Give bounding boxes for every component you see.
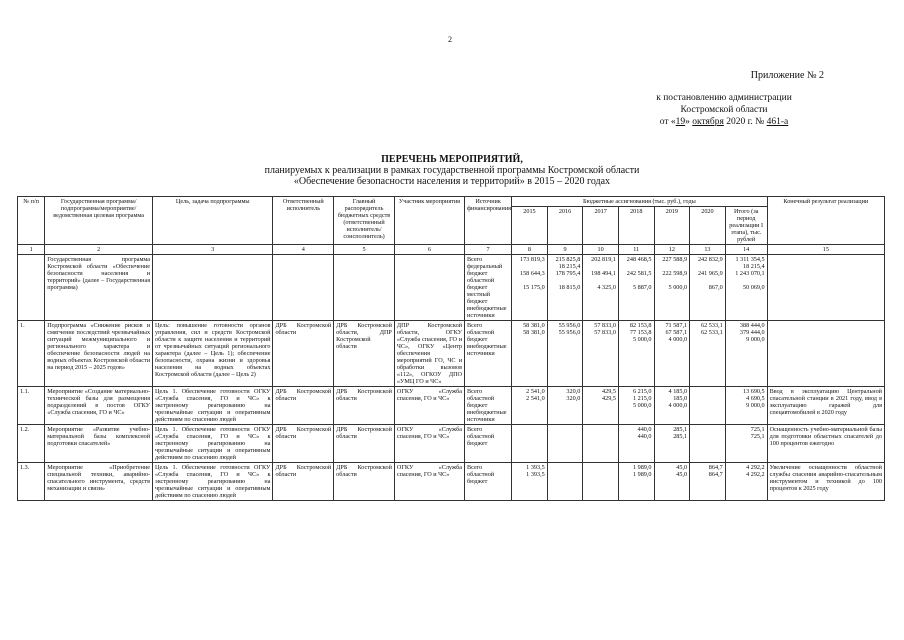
decree-number: 461-а [766, 117, 789, 127]
budget-value: 18 215,4 [742, 263, 765, 270]
budget-value: 285,1 [673, 426, 688, 433]
budget-value: 388 444,0 [739, 322, 765, 329]
budget-value [585, 336, 616, 343]
column-number: 5 [334, 245, 395, 255]
budget-value [550, 433, 581, 440]
budget-value: 1 311 354,5 [735, 256, 765, 263]
header-budget: Бюджетные ассигнования (тыс. руб.), годы [512, 197, 768, 207]
source-item: Всего [467, 464, 483, 471]
source-item: областной бюджет [467, 433, 495, 447]
budget-value [514, 426, 545, 433]
budget-value: 1 989,0 [632, 464, 652, 471]
budget-value: 440,0 [637, 426, 652, 433]
row-number [18, 255, 45, 321]
budget-value: 71 587,1 [665, 322, 688, 329]
budget-value [621, 277, 652, 284]
row-year-values [547, 255, 583, 321]
row-year-values [690, 321, 726, 387]
row-year-values [618, 321, 654, 387]
row-year-values [583, 255, 619, 321]
row-year-values [547, 321, 583, 387]
source-item: областной бюджет [467, 277, 495, 291]
budget-value: 13 690,5 [742, 388, 765, 395]
source-item: областной бюджет [467, 395, 495, 409]
row-result [767, 321, 884, 387]
budget-value [585, 263, 616, 270]
budget-value: 45,0 [676, 464, 688, 471]
row-year-values [583, 425, 619, 463]
budget-value [692, 433, 723, 440]
row-program: Подпрограмма «Снижение рисков и смягчение последствий чрезвычайных ситуаций межмуниципального и регионального характера и обеспечение безопасности людей на водных объектах Костромской области на период 2015 – 2025 годов» [45, 321, 153, 387]
row-program: Мероприятие «Приобретение специальной техники, аварийно-спасательного инструмента, средств механизации и связи» [45, 463, 153, 501]
header-source: Источник финансирования [465, 197, 512, 245]
budget-value: 57 833,0 [594, 329, 616, 336]
title-line-2: планируемых к реализации в рамках государственной программы Костромской области [264, 165, 640, 176]
source-item: областной бюджет [467, 329, 495, 343]
row-total [725, 255, 767, 321]
source-item: внебюджетные источники [467, 343, 507, 357]
row-result: Увеличение оснащенности областной службы спасения аварийно-спасательным инструментом и техникой до 100 процентов к 2025 году [767, 463, 884, 501]
budget-value: 4 690,5 [746, 395, 765, 402]
table-row [18, 321, 885, 387]
row-executor [273, 255, 334, 321]
row-goal: Цель 1. Обеспечение готовности ОГКУ «Служба спасения, ГО и ЧС» к экстренному реагированию на чрезвычайные ситуации и оперативным действиям по спасению людей [153, 425, 273, 463]
row-sources [465, 255, 512, 321]
budget-value: 215 825,8 [555, 256, 581, 263]
budget-value: 227 588,9 [662, 256, 688, 263]
row-participant [394, 255, 464, 321]
row-executor: ДРБ Костромской области [273, 425, 334, 463]
budget-value: 45,0 [676, 471, 688, 478]
source-item: Всего [467, 322, 483, 329]
decree-line-2: Костромской области [680, 105, 768, 115]
header-year: 2017 [583, 207, 619, 245]
row-year-values [583, 463, 619, 501]
row-participant: ОГКУ «Служба спасения, ГО и ЧС» [394, 425, 464, 463]
budget-value [550, 277, 581, 284]
budget-value: 62 533,1 [701, 329, 723, 336]
budget-value: 4 000,0 [668, 402, 688, 409]
row-year-values [583, 387, 619, 425]
source-item: Всего [467, 426, 483, 433]
row-year-values [690, 387, 726, 425]
row-executor: ДРБ Костромской области [273, 321, 334, 387]
row-year-values [512, 463, 548, 501]
row-total [725, 321, 767, 387]
budget-value [692, 277, 723, 284]
row-sources [465, 425, 512, 463]
budget-value: 67 587,1 [665, 329, 688, 336]
row-program: Государственная программа Костромской области «Обеспечение безопасности населения и территорий» (далее – Государственная программа) [45, 255, 153, 321]
budget-value: 55 956,0 [558, 322, 581, 329]
measures-table [17, 196, 885, 501]
row-manager: ДРБ Костромской области [334, 463, 395, 501]
source-item: местный бюджет [467, 291, 491, 305]
row-goal: Цель 1. Обеспечение готовности ОГКУ «Служба спасения, ГО и ЧС» к экстренному реагированию на чрезвычайные ситуации и оперативным действиям по спасению людей [153, 463, 273, 501]
row-year-values [690, 463, 726, 501]
budget-value: 5 000,0 [632, 402, 652, 409]
appendix-title: Приложение № 2 [750, 70, 824, 81]
budget-value [692, 263, 723, 270]
decree-line-1: к постановлению администрации [656, 93, 792, 103]
decree-date: от «19» октября 2020 г. № 461-а [659, 117, 789, 127]
column-number: 9 [547, 245, 583, 255]
page-number: 2 [448, 35, 452, 44]
header-num: № п/п [18, 197, 45, 245]
budget-value: 2 541,0 [526, 395, 545, 402]
budget-value [692, 336, 723, 343]
column-number: 4 [273, 245, 334, 255]
header-year: 2019 [654, 207, 690, 245]
budget-value [585, 402, 616, 409]
row-executor: ДРБ Костромской области [273, 387, 334, 425]
row-year-values [547, 425, 583, 463]
budget-value [514, 336, 545, 343]
header-manager: Главный распорядитель бюджетных средств (ответственный исполнитель/ соисполнитель) [334, 197, 395, 245]
source-item: федеральный бюджет [467, 263, 503, 277]
row-year-values [654, 255, 690, 321]
budget-value: 1 989,0 [632, 471, 652, 478]
budget-value [585, 471, 616, 478]
budget-value: 4 292,2 [746, 464, 765, 471]
budget-value: 379 444,0 [739, 329, 765, 336]
budget-value: 864,7 [708, 471, 723, 478]
row-result: Ввод в эксплуатацию Центральной спасательной станции в 2021 году, ввод в эксплуатацию гаражей для спецавтомобилей в 2020 году [767, 387, 884, 425]
budget-value [550, 336, 581, 343]
header-year: 2020 [690, 207, 726, 245]
budget-value [514, 402, 545, 409]
row-total [725, 425, 767, 463]
budget-value: 4 185,0 [668, 388, 688, 395]
row-goal: Цель 1. Обеспечение готовности ОГКУ «Служба спасения, ГО и ЧС» к экстренному реагированию на чрезвычайные ситуации и оперативным действиям по спасению людей [153, 387, 273, 425]
row-number: 1.1. [18, 387, 45, 425]
budget-value [514, 433, 545, 440]
row-sources [465, 463, 512, 501]
budget-value [514, 263, 545, 270]
budget-value [692, 388, 723, 395]
budget-value [657, 263, 688, 270]
row-goal: Цель: повышение готовности органов управления, сил и средств Костромской области к защите населения и территорий от чрезвычайных ситуаций регионального характера (далее – Цель 1); обеспечение безопасности, охрана жизни и здоровья населения на водных объектах Костромской области (далее – Цель 2) [153, 321, 273, 387]
budget-value [585, 433, 616, 440]
budget-value: 1 393,5 [526, 471, 545, 478]
budget-value: 198 494,1 [591, 270, 616, 277]
row-year-values [618, 387, 654, 425]
decree-month: октября [692, 117, 724, 127]
column-number: 1 [18, 245, 45, 255]
header-program: Государственная программа/ подпрограмма/мероприятие/ ведомственная целевая программа [45, 197, 153, 245]
budget-value: 242 832,9 [697, 256, 723, 263]
budget-value: 4 292,2 [746, 471, 765, 478]
column-number: 13 [690, 245, 726, 255]
budget-value [692, 395, 723, 402]
row-sources [465, 321, 512, 387]
source-item: внебюджетные источники [467, 409, 507, 423]
header-goal: Цель, задача подпрограммы [153, 197, 273, 245]
source-item: Всего [467, 256, 483, 263]
budget-value [692, 426, 723, 433]
budget-value: 429,5 [602, 388, 616, 395]
budget-value: 173 819,3 [519, 256, 545, 263]
budget-value [728, 277, 765, 284]
budget-value: 9 000,0 [746, 336, 765, 343]
decree-reference [624, 92, 824, 128]
row-year-values [654, 463, 690, 501]
budget-value [514, 277, 545, 284]
header-executor: Ответственный исполнитель [273, 197, 334, 245]
budget-value [550, 464, 581, 471]
budget-value: 242 581,5 [626, 270, 652, 277]
column-number: 12 [654, 245, 690, 255]
budget-value: 15 175,0 [523, 284, 545, 291]
budget-value: 1 393,5 [526, 464, 545, 471]
header-total: Итого (за период реализации I этапа), тыс. рублей [725, 207, 767, 245]
budget-value: 50 069,0 [742, 284, 765, 291]
budget-value: 440,0 [637, 433, 652, 440]
budget-value: 57 833,0 [594, 322, 616, 329]
row-year-values [690, 255, 726, 321]
header-participant: Участник мероприятия [394, 197, 464, 245]
header-result: Конечный результат реализации [767, 197, 884, 245]
column-number: 11 [618, 245, 654, 255]
row-manager: ДРБ Костромской области [334, 387, 395, 425]
budget-value: 320,0 [566, 388, 581, 395]
budget-value: 285,1 [673, 433, 688, 440]
budget-value: 1 243 070,1 [735, 270, 765, 277]
budget-value: 58 381,0 [523, 329, 545, 336]
budget-value: 6 215,0 [632, 388, 652, 395]
budget-value: 725,1 [750, 433, 765, 440]
row-year-values [512, 255, 548, 321]
column-number: 3 [153, 245, 273, 255]
budget-value: 55 956,0 [558, 329, 581, 336]
column-number: 8 [512, 245, 548, 255]
row-result: Оснащенность учебно-материальной базы для подготовки областных спасателей до 100 процентов ежегодно [767, 425, 884, 463]
budget-value: 248 468,5 [626, 256, 652, 263]
row-program: Мероприятие «Создание материально-технической базы для размещения подразделений в постов ОГКУ «Служба спасения, ГО и ЧС» [45, 387, 153, 425]
row-year-values [618, 255, 654, 321]
budget-value: 4 325,0 [597, 284, 616, 291]
row-year-values [618, 463, 654, 501]
budget-value [585, 426, 616, 433]
row-total [725, 463, 767, 501]
row-number: 1.2. [18, 425, 45, 463]
column-number: 10 [583, 245, 619, 255]
budget-value [621, 263, 652, 270]
table-row [18, 387, 885, 425]
row-year-values [512, 387, 548, 425]
budget-value: 18 815,0 [558, 284, 581, 291]
column-number: 15 [767, 245, 884, 255]
column-number: 2 [45, 245, 153, 255]
budget-value: 9 000,0 [746, 402, 765, 409]
source-item: Всего [467, 388, 483, 395]
budget-value: 58 381,0 [523, 322, 545, 329]
budget-value [657, 277, 688, 284]
budget-value [550, 402, 581, 409]
row-year-values [654, 321, 690, 387]
row-year-values [512, 425, 548, 463]
source-item: областной бюджет [467, 471, 495, 485]
row-number: 1.3. [18, 463, 45, 501]
budget-value [550, 426, 581, 433]
budget-value: 5 887,0 [632, 284, 652, 291]
row-manager: ДРБ Костромской области [334, 425, 395, 463]
row-total [725, 387, 767, 425]
budget-value [585, 464, 616, 471]
row-result [767, 255, 884, 321]
document-title [0, 154, 904, 187]
row-year-values [654, 387, 690, 425]
row-goal [153, 255, 273, 321]
title-line-3: «Обеспечение безопасности населения и территорий» в 2015 – 2020 годах [293, 176, 611, 187]
header-year: 2016 [547, 207, 583, 245]
budget-value: 241 965,9 [697, 270, 723, 277]
row-year-values [654, 425, 690, 463]
row-year-values [547, 463, 583, 501]
budget-value: 1 215,0 [632, 395, 652, 402]
budget-value: 18 215,4 [558, 263, 581, 270]
budget-value: 77 153,8 [629, 329, 652, 336]
title-line-1: ПЕРЕЧЕНЬ МЕРОПРИЯТИЙ, [381, 154, 523, 165]
row-program: Мероприятие «Развитие учебно-материальной базы комплексной подготовки спасателей» [45, 425, 153, 463]
budget-value: 202 819,1 [591, 256, 616, 263]
row-number: 1. [18, 321, 45, 387]
budget-value: 62 533,1 [701, 322, 723, 329]
budget-value: 867,0 [708, 284, 723, 291]
source-item: внебюджетные источники [467, 305, 507, 319]
budget-value [585, 277, 616, 284]
budget-value: 725,1 [750, 426, 765, 433]
budget-value: 4 000,0 [668, 336, 688, 343]
row-year-values [547, 387, 583, 425]
row-participant: ДПР Костромской области, ОГКУ «Служба спасения, ГО и ЧС», ОГКУ «Центр обеспечения мероприятий ГО, ЧС и обработки вызовов «112», ОГКОУ ДПО «УМЦ ГО и ЧС» [394, 321, 464, 387]
table-row [18, 463, 885, 501]
row-year-values [618, 425, 654, 463]
header-year: 2015 [512, 207, 548, 245]
column-number: 6 [394, 245, 464, 255]
row-year-values [690, 425, 726, 463]
row-manager: ДРБ Костромской области, ДПР Костромской области [334, 321, 395, 387]
row-executor: ДРБ Костромской области [273, 463, 334, 501]
column-number: 7 [465, 245, 512, 255]
budget-value: 429,5 [602, 395, 616, 402]
decree-day: 19 [675, 117, 686, 127]
row-year-values [512, 321, 548, 387]
table-row [18, 425, 885, 463]
budget-value: 222 598,9 [662, 270, 688, 277]
budget-value: 5 000,0 [632, 336, 652, 343]
budget-value: 5 000,0 [668, 284, 688, 291]
row-participant: ОГКУ «Служба спасения, ГО и ЧС» [394, 463, 464, 501]
budget-value: 2 541,0 [526, 388, 545, 395]
budget-value: 320,0 [566, 395, 581, 402]
budget-value [550, 471, 581, 478]
row-manager [334, 255, 395, 321]
column-number: 14 [725, 245, 767, 255]
budget-value [692, 402, 723, 409]
table-row [18, 255, 885, 321]
row-sources [465, 387, 512, 425]
budget-value: 178 795,4 [555, 270, 581, 277]
budget-value: 82 153,8 [629, 322, 652, 329]
budget-value: 158 644,3 [519, 270, 545, 277]
row-year-values [583, 321, 619, 387]
row-participant: ОГКУ «Служба спасения, ГО и ЧС» [394, 387, 464, 425]
budget-value: 185,0 [673, 395, 688, 402]
header-year: 2018 [618, 207, 654, 245]
budget-value: 864,7 [708, 464, 723, 471]
